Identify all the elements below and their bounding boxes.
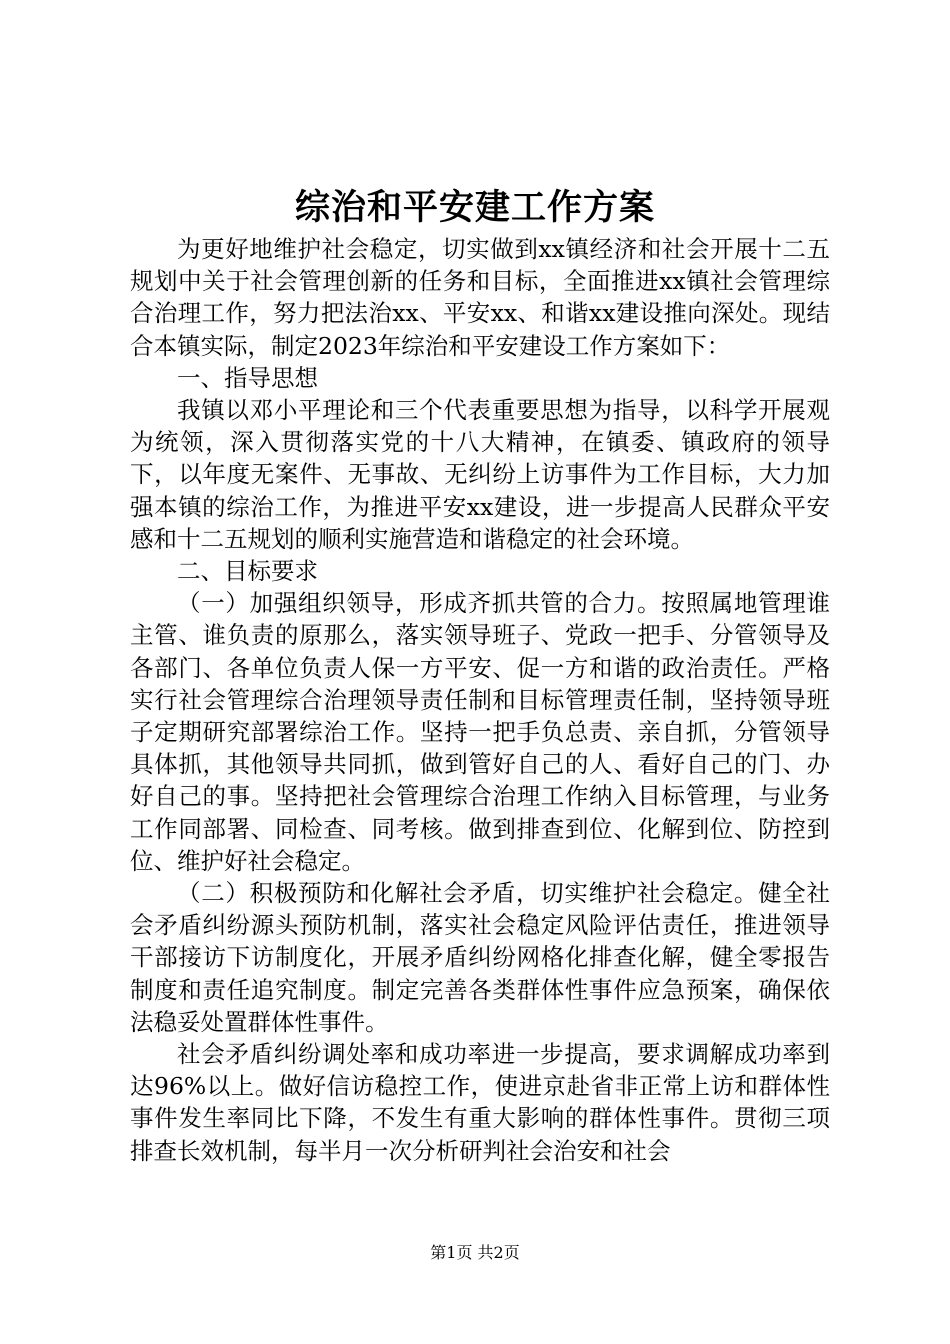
mediation-paragraph: 社会矛盾纠纷调处率和成功率进一步提高，要求调解成功率到达96%以上。做好信访稳控工作，使进京赴省非正常上访和群体性事件发生率同比下降，不发生有重大影响的群体性事件。贯彻三项排查长效机制，每半月一次分析研判社会治安和社会 xyxy=(130,1040,830,1165)
document-body xyxy=(130,233,830,1167)
page-number: 第1页 xyxy=(430,1243,473,1262)
page-total: 共2页 xyxy=(477,1243,520,1262)
section-heading-guiding-ideology: 一、指导思想 xyxy=(177,363,318,392)
objective-2-paragraph: （二）积极预防和化解社会矛盾，切实维护社会稳定。健全社会矛盾纠纷源头预防机制，落实社会稳定风险评估责任，推进领导干部接访下访制度化，开展矛盾纠纷网格化排查化解，健全零报告制度和责任追究制度。制定完善各类群体性事件应急预案，确保依法稳妥处置群体性事件。 xyxy=(130,879,830,1036)
document-title: 综治和平安建工作方案 xyxy=(294,187,655,228)
guiding-ideology-paragraph: 我镇以邓小平理论和三个代表重要思想为指导，以科学开展观为统领，深入贯彻落实党的十八大精神，在镇委、镇政府的领导下，以年度无案件、无事故、无纠纷上访事件为工作目标，大力加强本镇的综治工作，为推进平安xx建设，进一步提高人民群众平安感和十二五规划的顺利实施营造和谐稳定的社会环境。 xyxy=(130,396,830,553)
objective-1-paragraph: （一）加强组织领导，形成齐抓共管的合力。按照属地管理谁主管、谁负责的原那么，落实领导班子、党政一把手、分管领导及各部门、各单位负责人保一方平安、促一方和谐的政治责任。严格实行社会管理综合治理领导责任制和目标管理责任制，坚持领导班子定期研究部署综治工作。坚持一把手负总责、亲自抓，分管领导具体抓，其他领导共同抓，做到管好自己的人、看好自己的门、办好自己的事。坚持把社会管理综合治理工作纳入目标管理，与业务工作同部署、同检查、同考核。做到排查到位、化解到位、防控到位、维护好社会稳定。 xyxy=(130,589,830,875)
section-heading-objectives: 二、目标要求 xyxy=(177,557,318,586)
intro-paragraph: 为更好地维护社会稳定，切实做到xx镇经济和社会开展十二五规划中关于社会管理创新的任务和目标，全面推进xx镇社会管理综合治理工作，努力把法治xx、平安xx、和谐xx建设推向深处。现结合本镇实际，制定2023年综治和平安建设工作方案如下： xyxy=(130,235,830,360)
page-footer xyxy=(0,1241,950,1265)
